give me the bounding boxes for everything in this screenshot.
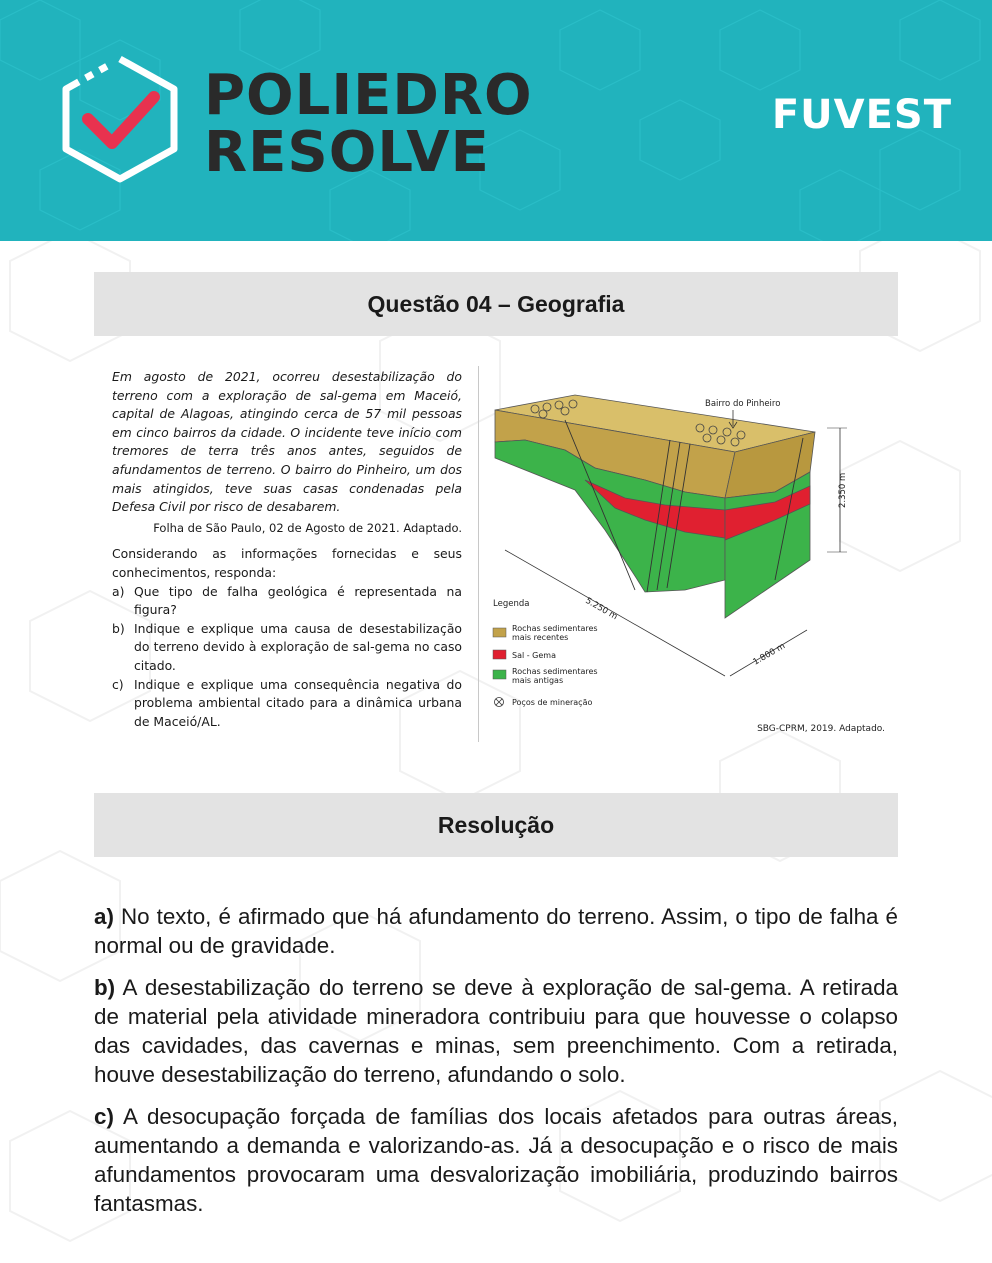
answer-a <box>94 902 898 960</box>
length-dimension: 5.250 m <box>583 595 620 623</box>
question-title: Questão 04 – Geografia <box>94 272 898 336</box>
legend-label: Sal - Gema <box>512 651 556 660</box>
item-text: Indique e explique uma consequência negativa do problema ambiental citado para a dinâmica urbana de Maceió/AL. <box>134 676 462 729</box>
column-divider <box>478 366 479 742</box>
item-text: Que tipo de falha geológica é representada na figura? <box>134 583 462 618</box>
answer-text: No texto, é afirmado que há afundamento do terreno. Assim, o tipo de falha é normal ou de gravidade. <box>94 904 898 958</box>
legend-label: Rochas sedimentares <box>512 667 598 676</box>
item-text: Indique e explique uma causa de desestabilização do terreno devido à exploração de sal-gema no caso citado. <box>134 620 462 673</box>
legend-label: Poços de mineração <box>512 698 593 707</box>
answer-label: b) <box>94 975 116 1000</box>
header-banner <box>0 0 992 241</box>
answer-label: c) <box>94 1104 114 1129</box>
answer-text: A desocupação forçada de famílias dos locais afetados para outras áreas, aumentando a demanda e valorizando-as. Já a desocupação e o risco de mais afundamentos provocaram uma desvalorização imobiliária, produzindo bairros fantasmas. <box>94 1104 898 1216</box>
depth-dimension: 1.800 m <box>751 641 788 668</box>
legend-label: mais antigas <box>512 676 564 685</box>
height-dimension: 2.350 m <box>838 472 848 508</box>
question-text <box>112 368 462 731</box>
question-intro: Em agosto de 2021, ocorreu desestabilização do terreno com a exploração de sal-gema em Maceió, capital de Alagoas, atingindo cerca de 57 mil pessoas em cinco bairros da cidade. O incidente teve início com tremores de terra três anos antes, seguidos de afundamentos de terreno. O bairro do Pinheiro, um dos mais atingidos, teve suas casas condenadas pela Defesa Civil por risco de desabarem. <box>112 369 462 515</box>
question-item-c <box>112 676 462 732</box>
well-symbol-icon <box>495 698 504 707</box>
legend-swatch-recent <box>493 628 506 637</box>
answer-label: a) <box>94 904 114 929</box>
geological-block-diagram <box>485 380 895 740</box>
legend-swatch-salt <box>493 650 506 659</box>
resolution-title: Resolução <box>94 793 898 857</box>
legend-label: Rochas sedimentares <box>512 624 598 633</box>
legend-swatch-old <box>493 670 506 679</box>
figure-credit: SBG-CPRM, 2019. Adaptado. <box>757 724 885 734</box>
question-source: Folha de São Paulo, 02 de Agosto de 2021. Adaptado. <box>153 520 462 535</box>
legend-label: mais recentes <box>512 633 569 642</box>
location-label: Bairro do Pinheiro <box>705 399 781 409</box>
item-label: c) <box>112 676 124 692</box>
answer-text: A desestabilização do terreno se deve à exploração de sal-gema. A retirada de material pela atividade mineradora contribuiu para que houvesse o colapso das cavidades, das cavernas e minas, sem preenchimento. Com a retirada, houve desestabilização do terreno, afundando o solo. <box>94 975 898 1087</box>
answer-c <box>94 1102 898 1218</box>
exam-name: FUVEST <box>771 92 952 138</box>
item-label: a) <box>112 583 125 599</box>
check-hexagon-icon <box>56 55 184 183</box>
question-item-a <box>112 583 462 620</box>
brand-line1: POLIEDRO <box>204 63 533 128</box>
question-prompt: Considerando as informações fornecidas e seus conhecimentos, responda: <box>112 546 462 580</box>
answer-b <box>94 973 898 1089</box>
legend-title: Legenda <box>493 599 530 609</box>
answers <box>94 902 898 1231</box>
question-item-b <box>112 620 462 676</box>
brand-line2: RESOLVE <box>204 120 490 185</box>
item-label: b) <box>112 620 125 636</box>
